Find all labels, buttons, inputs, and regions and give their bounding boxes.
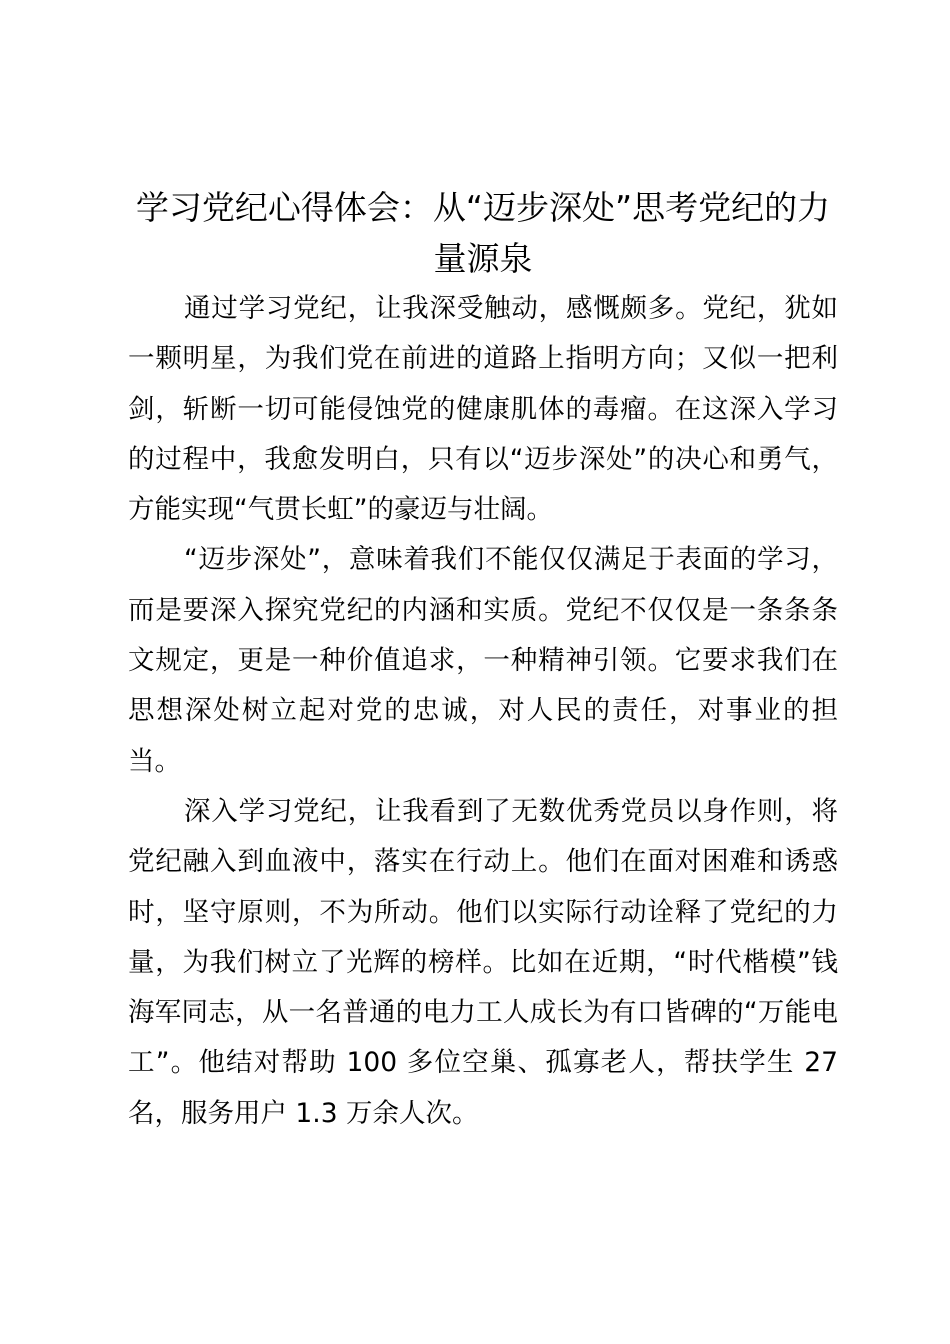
- paragraph-2: “迈步深处”，意味着我们不能仅仅满足于表面的学习，而是要深入探究党纪的内涵和实质。党纪不仅仅是一条条条文规定，更是一种价值追求，一种精神引领。它要求我们在思想深处树立起对党的忠诚，对人民的责任，对事业的担当。: [128, 544, 838, 777]
- document-title: 学习党纪心得体会：从“迈步深处”思考党纪的力量源泉: [135, 188, 831, 278]
- document-page: [128, 182, 838, 1139]
- paragraph-1: 通过学习党纪，让我深受触动，感慨颇多。党纪，犹如一颗明星，为我们党在前进的道路上指明方向；又似一把利剑，斩断一切可能侵蚀党的健康肌体的毒瘤。在这深入学习的过程中，我愈发明白，只有以“迈步深处”的决心和勇气，方能实现“气贯长虹”的豪迈与壮阔。: [128, 293, 838, 526]
- paragraph-3: 深入学习党纪，让我看到了无数优秀党员以身作则，将党纪融入到血液中，落实在行动上。他们在面对困难和诱惑时，坚守原则，不为所动。他们以实际行动诠释了党纪的力量，为我们树立了光辉的榜样。比如在近期，“时代楷模”钱海军同志，从一名普通的电力工人成长为有口皆碑的“万能电工”。他结对帮助 100 多位空巢、孤寡老人，帮扶学生 27 名，服务用户 1.3 万余人次。: [128, 795, 838, 1129]
